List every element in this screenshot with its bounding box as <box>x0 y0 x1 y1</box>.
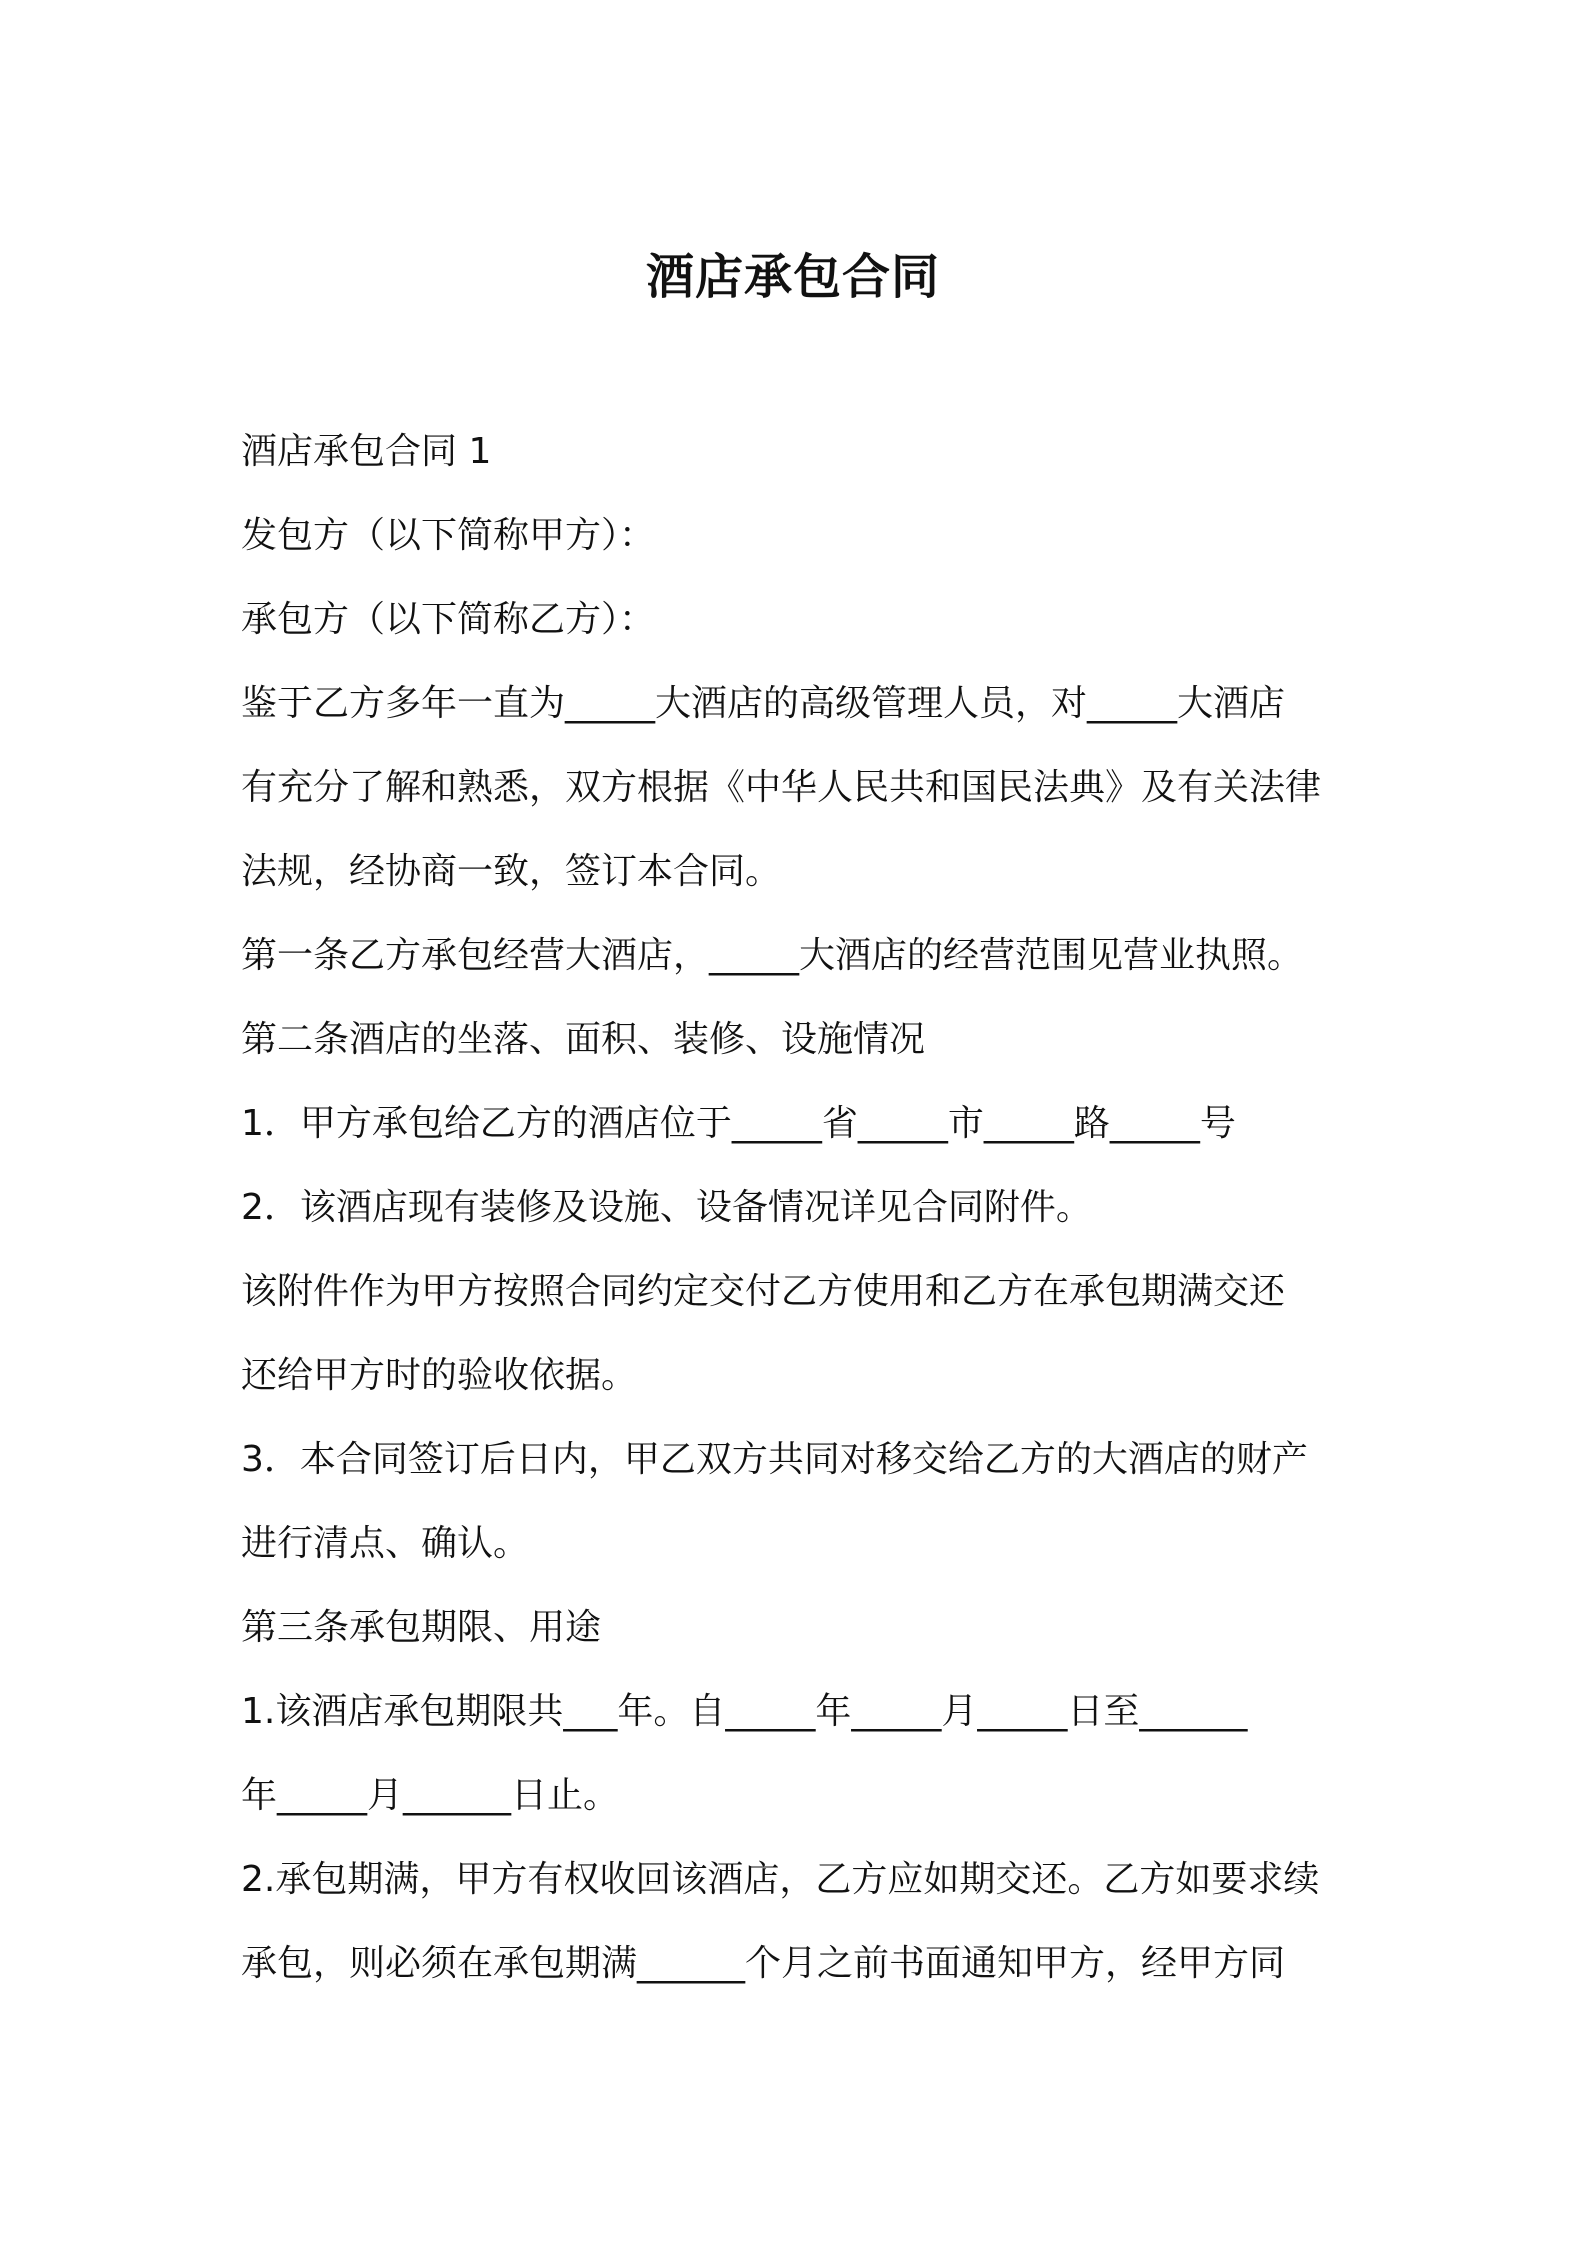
article-3-item-1-line-1: 1.该酒店承包期限共___年。自_____年_____月_____日至______ <box>241 1691 1248 1732</box>
article-3-item-2-line-1: 2.承包期满，甲方有权收回该酒店，乙方应如期交还。乙方如要求续 <box>241 1859 1320 1900</box>
article-2-item-2: 2．该酒店现有装修及设施、设备情况详见合同附件。 <box>241 1187 1092 1228</box>
preamble-line-3: 法规，经协商一致，签订本合同。 <box>241 851 782 892</box>
document-body <box>241 410 1351 2006</box>
article-3-heading: 第三条承包期限、用途 <box>241 1607 602 1648</box>
document-title: 酒店承包合同 <box>645 249 940 306</box>
party-b-line: 承包方（以下简称乙方）： <box>241 599 656 640</box>
article-3-item-2-line-2: 承包，则必须在承包期满______个月之前书面通知甲方，经甲方同 <box>241 1943 1286 1984</box>
preamble-line-1: 鉴于乙方多年一直为_____大酒店的高级管理人员，对_____大酒店 <box>241 683 1286 724</box>
article-2-item-3-line-1: 3．本合同签订后日内，甲乙双方共同对移交给乙方的大酒店的财产 <box>241 1439 1308 1480</box>
article-2-item-1: 1．甲方承包给乙方的酒店位于_____省_____市_____路_____号 <box>241 1103 1236 1144</box>
article-2-item-2-detail-1: 该附件作为甲方按照合同约定交付乙方使用和乙方在承包期满交还 <box>241 1271 1286 1312</box>
article-1-line: 第一条乙方承包经营大酒店，_____大酒店的经营范围见营业执照。 <box>241 935 1304 976</box>
preamble-line-2: 有充分了解和熟悉，双方根据《中华人民共和国民法典》及有关法律 <box>241 767 1322 808</box>
article-2-item-2-detail-2: 还给甲方时的验收依据。 <box>241 1355 638 1396</box>
article-3-item-1-line-2: 年_____月______日止。 <box>241 1775 620 1816</box>
article-2-item-3-line-2: 进行清点、确认。 <box>241 1523 530 1564</box>
section-heading-contract-1: 酒店承包合同 1 <box>241 431 492 472</box>
article-2-heading: 第二条酒店的坐落、面积、装修、设施情况 <box>241 1019 926 1060</box>
party-a-line: 发包方（以下简称甲方）： <box>241 515 656 556</box>
